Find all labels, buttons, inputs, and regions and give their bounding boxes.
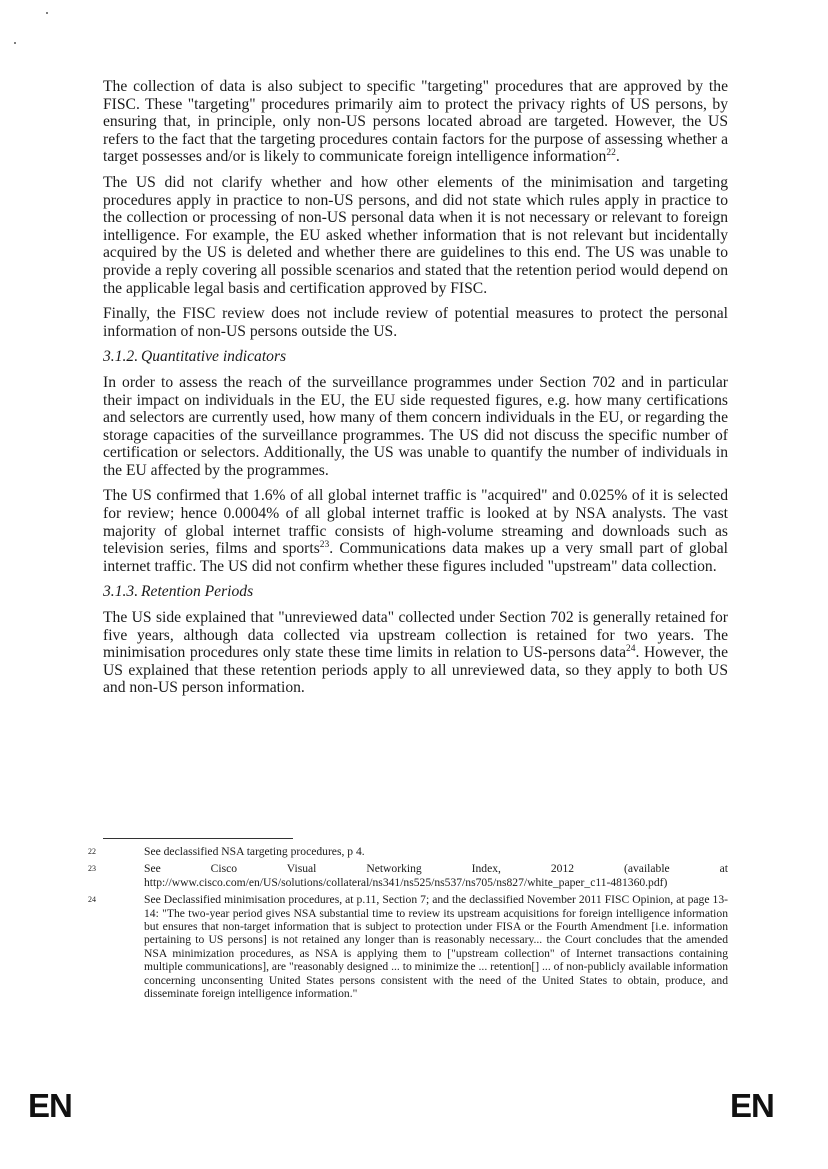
language-mark-left: EN — [28, 1087, 72, 1124]
paragraph-reach: In order to assess the reach of the surveillance programmes under Section 702 and in particular their impact on individuals in the EU, the EU side requested figures, e.g. how many certifications and selectors are currently used, how many of them concern individuals in the EU, or regarding the storage capacities of the surveillance programmes. The US did not discuss the specific number of certification or selectors. Additionally, the US was unable to quantify the number of individuals in the EU affected by the programmes. — [103, 373, 728, 479]
section-number: 3.1.2. — [103, 348, 139, 366]
footnote-22 — [88, 845, 728, 858]
paragraph-traffic — [103, 487, 728, 575]
paragraph-text-after: . However, the US explained that these retention periods apply to all unreviewed data, so they apply to both US and non-US person information. — [103, 644, 728, 697]
paragraph-text: The US confirmed that 1.6% of all global internet traffic is "acquired" and 0.025% of it is selected for review; hence 0.0004% of all global internet traffic is looked at by NSA analysts. The vast majority of global internet traffic consists of high-volume streaming and downloads such as television series, films and sports — [103, 487, 728, 558]
footnote-text: See Declassified minimisation procedures, at p.11, Section 7; and the declassified November 2011 FISC Opinion, at page 13-14: "The two-year period gives NSA substantial time to review its upstream acquisitions for foreign intelligence information but ensures that non-target information that is subject to protection under FISA or the Fourth Amendment [i.e. information pertaining to US persons] is not retained any longer than is reasonably necessary... the Court concludes that the amended NSA minimization procedures, as NSA is applying them to ["upstream collection" of Internet transactions containing multiple communications], are "reasonably designed ... to minimize the ... retention[] ... of non-publicly available information concerning unconsenting United States persons consistent with the need of the United States to obtain, produce, and disseminate foreign intelligence information." — [144, 893, 728, 1001]
footnote-separator — [103, 838, 293, 839]
footnote-number: 24 — [88, 895, 96, 905]
footnote-ref-24[interactable]: 24 — [626, 644, 636, 655]
paragraph-minimisation: The US did not clarify whether and how other elements of the minimisation and targeting procedures apply in practice to non-US persons, and did not state which rules apply in practice to the collection or processing of non-US personal data when it is not necessary or relevant to foreign intelligence. For example, the EU asked whether information that is not relevant but incidentally acquired by the US is deleted and whether there are guidelines to this end. The US was unable to provide a reply covering all possible scenarios and stated that the retention period would depend on the applicable legal basis and certification approved by FISC. — [103, 173, 728, 297]
paragraph-retention — [103, 609, 728, 697]
paragraph-text-after: . — [615, 148, 620, 166]
scan-artifact-dot — [14, 42, 16, 44]
footnote-text: See declassified NSA targeting procedures, p 4. — [144, 845, 365, 858]
section-number: 3.1.3. — [103, 583, 139, 601]
footnote-24 — [88, 893, 728, 1000]
paragraph-text-after: . Communications data makes up a very small part of global internet traffic. The US did not confirm whether these figures included "upstream" data collection. — [103, 540, 728, 575]
paragraph-text: The collection of data is also subject to specific "targeting" procedures that are approved by the FISC. These "targeting" procedures primarily aim to protect the privacy rights of US persons, by ensuring that, in principle, only non-US persons located abroad are targeted. However, the US refers to the fact that the targeting procedures contain factors for the purpose of assessing whether a target possesses and/or is likely to communicate foreign intelligence information — [103, 78, 728, 166]
footnote-text: See Cisco Visual Networking Index, 2012 (available at http://www.cisco.com/en/US/solutions/collateral/ns341/ns525/ns537/ns705/ns827/white_paper_c11-481360.pdf) — [144, 862, 728, 889]
footnote-number: 22 — [88, 847, 96, 856]
footnotes — [88, 845, 728, 1004]
section-title: Retention Periods — [141, 583, 254, 601]
scan-artifact-dot — [46, 12, 48, 14]
language-mark-right: EN — [730, 1087, 774, 1124]
footnote-23 — [88, 862, 728, 889]
paragraph-text: The US side explained that "unreviewed data" collected under Section 702 is generally retained for five years, although data collected via upstream collection is retained for two years. The minimisation procedures only state these time limits in relation to US-persons data — [103, 609, 728, 662]
footnote-number: 23 — [88, 864, 96, 874]
paragraph-targeting — [103, 78, 728, 166]
section-heading-retention-periods — [103, 583, 728, 601]
footnote-ref-23[interactable]: 23 — [319, 540, 330, 551]
footnote-ref-22[interactable]: 22 — [606, 148, 616, 159]
section-heading-quantitative-indicators — [103, 348, 728, 366]
section-title: Quantitative indicators — [141, 348, 287, 366]
paragraph-fisc-review: Finally, the FISC review does not include review of potential measures to protect the personal information of non-US persons outside the US. — [103, 305, 728, 340]
main-text — [103, 78, 728, 697]
